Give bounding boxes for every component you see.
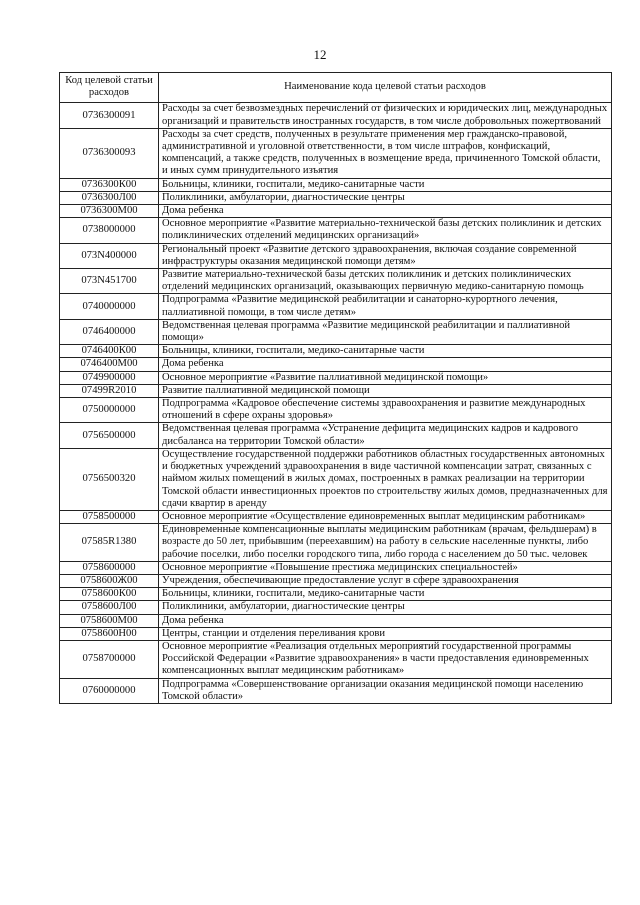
table-row [60, 398, 612, 423]
row-code: 0736300Л00 [60, 191, 159, 204]
row-name: Основное мероприятие «Развитие паллиативной медицинской помощи» [159, 371, 612, 384]
table-row [60, 678, 612, 703]
row-code: 0736300К00 [60, 178, 159, 191]
row-name: Единовременные компенсационные выплаты медицинским работникам (врачам, фельдшерам) в возрасте до 50 лет, прибывшим (переехавшим) на работу в сельские населенные пункты, либо рабочие поселки, либо поселки городского типа, либо города с населением до 50 тыс. человек [159, 524, 612, 562]
row-code: 0750000000 [60, 398, 159, 423]
row-code: 0756500000 [60, 423, 159, 448]
table-row [60, 269, 612, 294]
row-name: Подпрограмма «Совершенствование организации оказания медицинской помощи населению Томской области» [159, 678, 612, 703]
row-name: Учреждения, обеспечивающие предоставление услуг в сфере здравоохранения [159, 574, 612, 587]
table-row [60, 178, 612, 191]
table-row [60, 640, 612, 678]
table-row [60, 294, 612, 319]
table-row [60, 371, 612, 384]
table-row [60, 103, 612, 128]
row-name: Расходы за счет безвозмездных перечислений от физических и юридических лиц, международных организаций и правительств иностранных государств, в том числе добровольных пожертвований [159, 103, 612, 128]
row-name: Подпрограмма «Развитие медицинской реабилитации и санаторно-курортного лечения, паллиативной помощи, в том числе детям» [159, 294, 612, 319]
table-row [60, 574, 612, 587]
table-row [60, 384, 612, 397]
budget-codes-table [59, 72, 612, 704]
row-name: Больницы, клиники, госпитали, медико-санитарные части [159, 178, 612, 191]
table-row [60, 561, 612, 574]
row-code: 0736300091 [60, 103, 159, 128]
row-code: 0746400000 [60, 319, 159, 344]
table-header-row [60, 73, 612, 103]
row-name: Дома ребенка [159, 358, 612, 371]
table-row [60, 627, 612, 640]
row-code: 0758600Н00 [60, 627, 159, 640]
row-code: 0758600М00 [60, 614, 159, 627]
row-code: 0746400М00 [60, 358, 159, 371]
row-name: Региональный проект «Развитие детского здравоохранения, включая создание современной инфраструктуры оказания медицинской помощи детям» [159, 243, 612, 268]
row-code: 073N400000 [60, 243, 159, 268]
row-name: Развитие материально-технической базы детских поликлиник и детских поликлинических отделений медицинских организаций, оказывающих первичную медико-санитарную помощь [159, 269, 612, 294]
row-name: Основное мероприятие «Осуществление единовременных выплат медицинским работникам» [159, 510, 612, 523]
table-row [60, 601, 612, 614]
table-row [60, 358, 612, 371]
row-code: 0736300М00 [60, 205, 159, 218]
row-name: Развитие паллиативной медицинской помощи [159, 384, 612, 397]
row-name: Больницы, клиники, госпитали, медико-санитарные части [159, 588, 612, 601]
table-row [60, 614, 612, 627]
row-name: Поликлиники, амбулатории, диагностические центры [159, 191, 612, 204]
table-row [60, 128, 612, 178]
row-name: Осуществление государственной поддержки работников областных государственных автономных и бюджетных учреждений здравоохранения в виде частичной компенсации затрат, связанных с наймом жилых помещений в жилых домах, построенных в рамках реализации на территории Томской области инвестиционных проектов по строительству жилых домов, предназначенных для сдачи квартир в аренду [159, 448, 612, 510]
table-row [60, 243, 612, 268]
table-row [60, 510, 612, 523]
table-row [60, 448, 612, 510]
row-code: 0756500320 [60, 448, 159, 510]
row-name: Ведомственная целевая программа «Устранение дефицита медицинских кадров и кадрового дисбаланса на территории Томской области» [159, 423, 612, 448]
row-code: 0736300093 [60, 128, 159, 178]
table-row [60, 319, 612, 344]
row-code: 07585R1380 [60, 524, 159, 562]
page-number: 12 [313, 47, 327, 62]
table-row [60, 345, 612, 358]
table-row [60, 218, 612, 243]
row-name: Дома ребенка [159, 205, 612, 218]
row-name: Основное мероприятие «Повышение престижа медицинских специальностей» [159, 561, 612, 574]
row-code: 073N451700 [60, 269, 159, 294]
row-code: 0758600Ж00 [60, 574, 159, 587]
table-body [60, 103, 612, 704]
row-code: 0740000000 [60, 294, 159, 319]
row-code: 0758600000 [60, 561, 159, 574]
row-name: Основное мероприятие «Реализация отдельных мероприятий государственной программы Российской Федерации «Развитие здравоохранения» в части предоставления единовременных компенсационных выплат медицинским работникам» [159, 640, 612, 678]
row-code: 0758600К00 [60, 588, 159, 601]
row-code: 0749900000 [60, 371, 159, 384]
table-row [60, 191, 612, 204]
table-row [60, 524, 612, 562]
row-name: Ведомственная целевая программа «Развитие медицинской реабилитации и паллиативной помощи» [159, 319, 612, 344]
row-name: Поликлиники, амбулатории, диагностические центры [159, 601, 612, 614]
row-code: 0758500000 [60, 510, 159, 523]
row-code: 0738000000 [60, 218, 159, 243]
row-name: Больницы, клиники, госпитали, медико-санитарные части [159, 345, 612, 358]
row-name: Центры, станции и отделения переливания крови [159, 627, 612, 640]
row-code: 0746400К00 [60, 345, 159, 358]
header-name: Наименование кода целевой статьи расходов [159, 73, 612, 103]
row-code: 0760000000 [60, 678, 159, 703]
table-row [60, 205, 612, 218]
row-name: Подпрограмма «Кадровое обеспечение системы здравоохранения и развитие международных отношений в сфере охраны здоровья» [159, 398, 612, 423]
row-code: 07499R2010 [60, 384, 159, 397]
row-name: Дома ребенка [159, 614, 612, 627]
table-row [60, 423, 612, 448]
table-row [60, 588, 612, 601]
row-code: 0758700000 [60, 640, 159, 678]
row-name: Основное мероприятие «Развитие материально-технической базы детских поликлиник и детских поликлинических отделений медицинских организаций» [159, 218, 612, 243]
header-code: Код целевой статьи расходов [60, 73, 159, 103]
row-name: Расходы за счет средств, полученных в результате применения мер гражданско-правовой, административной и уголовной ответственности, в том числе штрафов, конфискаций, компенсаций, а также средств, полученных в возмещение вреда, причиненного Томской области, и иных сумм принудительного изъятия [159, 128, 612, 178]
row-code: 0758600Л00 [60, 601, 159, 614]
